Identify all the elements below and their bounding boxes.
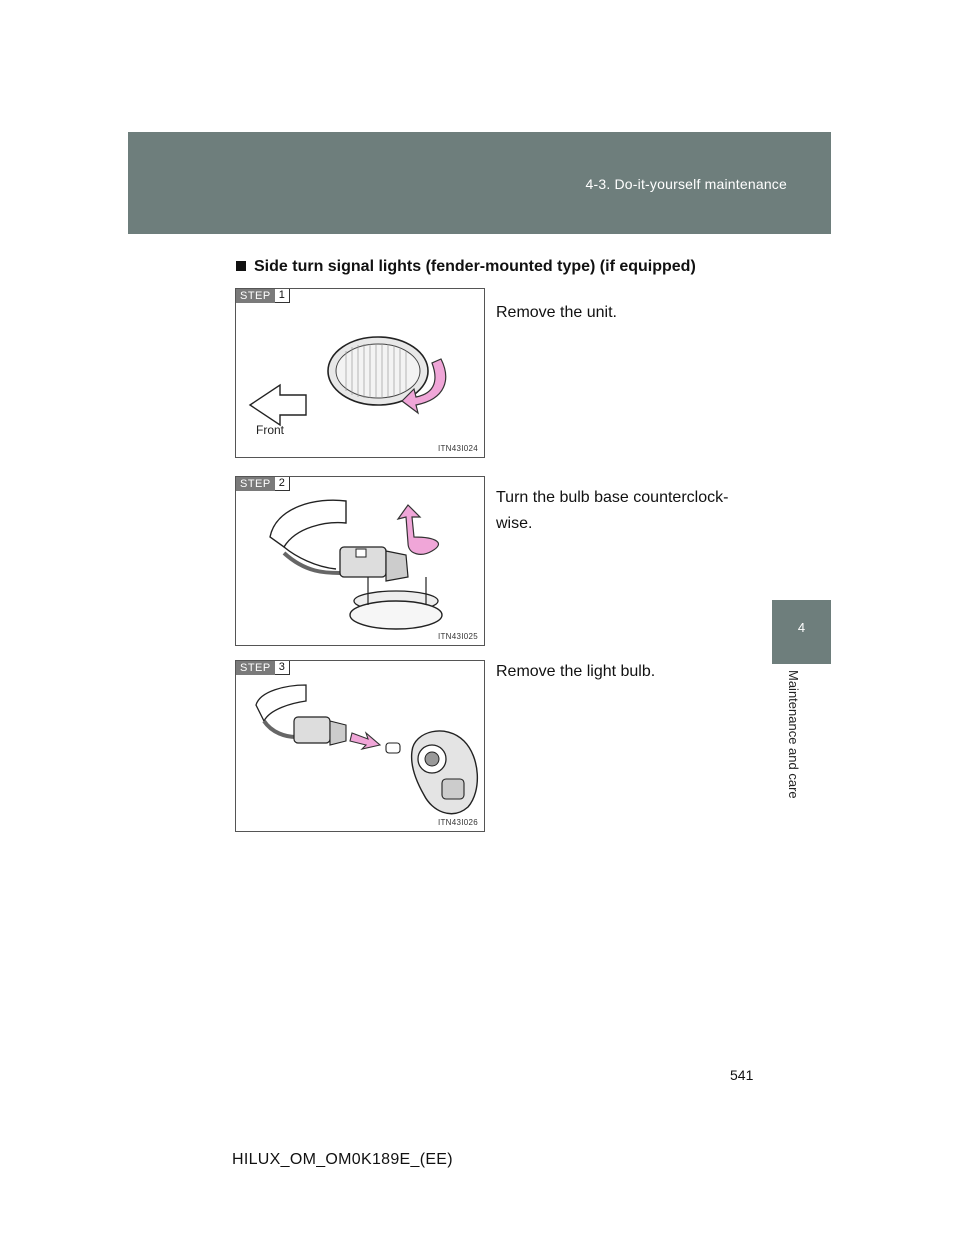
step-badge-word: STEP [236, 289, 275, 303]
figure-step-2 [235, 476, 485, 646]
light-bulb-icon [386, 743, 400, 753]
step-badge-word: STEP [236, 477, 275, 491]
section-heading [236, 258, 696, 276]
chapter-label-area [772, 664, 831, 828]
front-label: Front [256, 423, 285, 437]
pull-arrow-icon [350, 733, 380, 749]
document-id: HILUX_OM_OM0K189E_(EE) [232, 1151, 453, 1168]
figure-code: ITN43I026 [437, 818, 478, 827]
page-number: 541 [730, 1067, 754, 1083]
figure-step-1 [235, 288, 485, 458]
connector-icon [294, 717, 330, 743]
lamp-unit-illustration [236, 289, 485, 458]
step-1-text: Remove the unit. [496, 304, 617, 321]
figure-code: ITN43I024 [437, 444, 478, 453]
chapter-number: 4 [797, 620, 806, 635]
heading-text: Side turn signal lights (fender-mounted type) (if equipped) [254, 258, 696, 275]
fender-panel [270, 500, 346, 547]
step-badge-number: 3 [275, 661, 290, 675]
header-band [128, 132, 831, 234]
rotate-arrow-icon [398, 505, 438, 554]
step-2-text: Turn the bulb base counterclock-wise. [496, 489, 729, 532]
figure-code: ITN43I025 [437, 632, 478, 641]
fender-panel [256, 685, 306, 721]
step-badge-number: 2 [275, 477, 290, 491]
bulb-removal-illustration [236, 661, 485, 832]
chapter-label: Maintenance and care [786, 670, 801, 799]
front-arrow-icon [250, 385, 306, 425]
square-bullet-icon [236, 261, 246, 271]
bulb-base-icon [386, 551, 408, 581]
lamp-lens-icon [350, 601, 442, 629]
step-badge-number: 1 [275, 289, 290, 303]
step-badge-word: STEP [236, 661, 275, 675]
bulb-base-illustration [236, 477, 485, 646]
lamp-housing-icon [412, 731, 478, 814]
section-title: 4-3. Do-it-yourself maintenance [585, 176, 787, 192]
figure-step-3 [235, 660, 485, 832]
chapter-tab[interactable] [772, 600, 831, 664]
step-3-text: Remove the light bulb. [496, 663, 656, 680]
